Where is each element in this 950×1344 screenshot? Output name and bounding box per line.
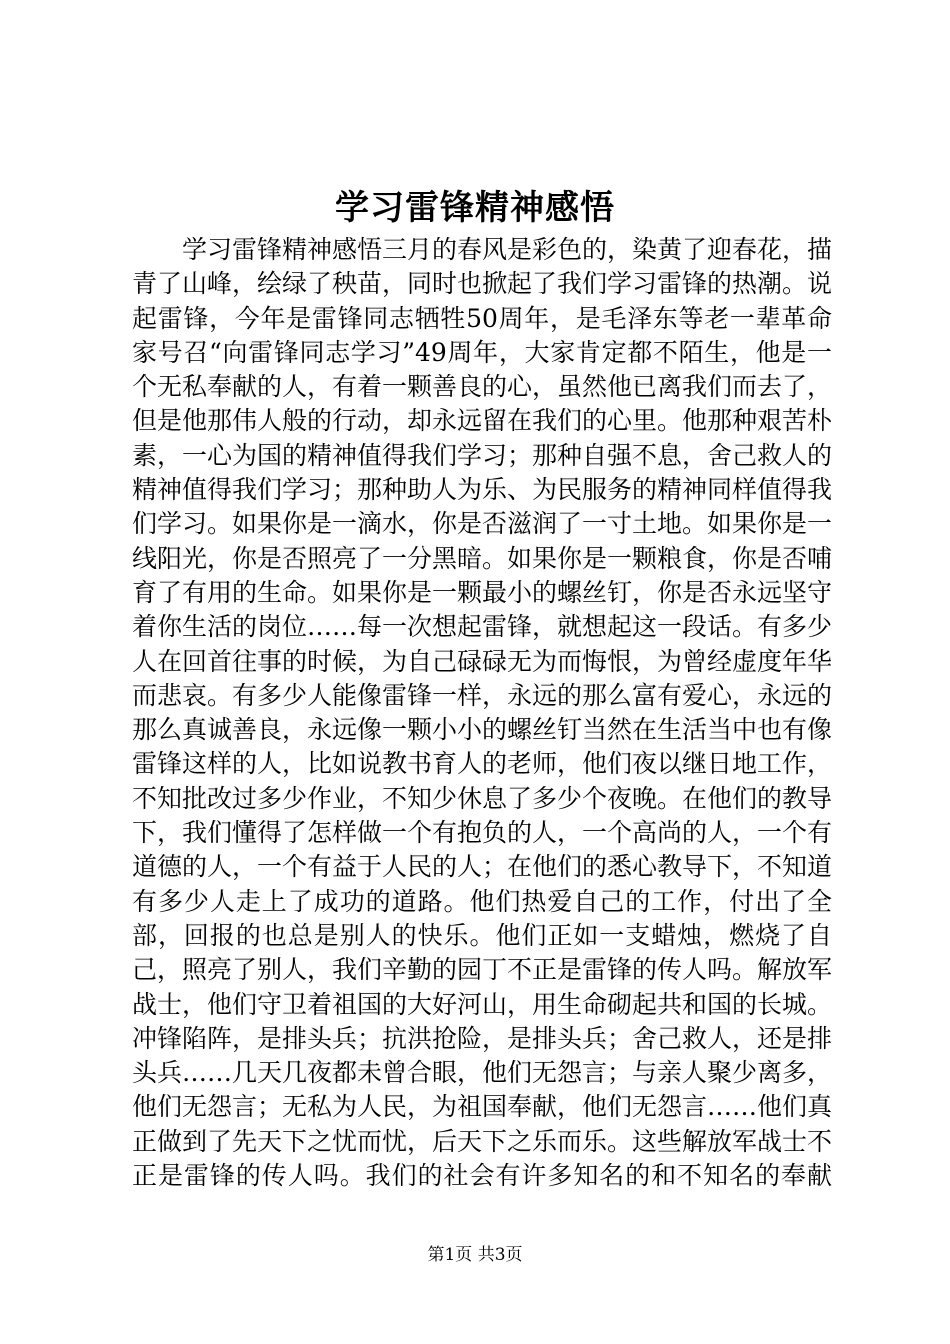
document-body-paragraph: 学习雷锋精神感悟三月的春风是彩色的，染黄了迎春花，描青了山峰，绘绿了秧苗，同时也掀起了我们学习雷锋的热潮。说起雷锋，今年是雷锋同志牺牲50周年，是毛泽东等老一辈革命家号召“向雷锋同志学习”49周年，大家肯定都不陌生，他是一个无私奉献的人，有着一颗善良的心，虽然他已离我们而去了，但是他那伟人般的行动，却永远留在我们的心里。他那种艰苦朴素，一心为国的精神值得我们学习；那种自强不息，舍己救人的精神值得我们学习；那种助人为乐、为民服务的精神同样值得我们学习。如果你是一滴水，你是否滋润了一寸土地。如果你是一线阳光，你是否照亮了一分黑暗。如果你是一颗粮食，你是否哺育了有用的生命。如果你是一颗最小的螺丝钉，你是否永远坚守着你生活的岗位……每一次想起雷锋，就想起这一段话。有多少人在回首往事的时候，为自己碌碌无为而悔恨，为曾经虚度年华而悲哀。有多少人能像雷锋一样，永远的那么富有爱心，永远的那么真诚善良，永远像一颗小小的螺丝钉当然在生活当中也有像雷锋这样的人，比如说教书育人的老师，他们夜以继日地工作，不知批改过多少作业，不知少休息了多少个夜晚。在他们的教导下，我们懂得了怎样做一个有抱负的人，一个高尚的人，一个有道德的人，一个有益于人民的人；在他们的悉心教导下，不知道有多少人走上了成功的道路。他们热爱自己的工作，付出了全部，回报的也总是别人的快乐。他们正如一支蜡烛，燃烧了自己，照亮了别人，我们辛勤的园丁不正是雷锋的传人吗。解放军战士，他们守卫着祖国的大好河山，用生命砌起共和国的长城。冲锋陷阵，是排头兵；抗洪抢险，是排头兵；舍己救人，还是排头兵……几天几夜都未曾合眼，他们无怨言；与亲人聚少离多，他们无怨言；无私为人民，为祖国奉献，他们无怨言……他们真正做到了先天下之忧而忧，后天下之乐而乐。这些解放军战士不正是雷锋的传人吗。我们的社会有许多知名的和不知名的奉献 xyxy=(132,235,832,1191)
document-title: 学习雷锋精神感悟 xyxy=(335,188,615,228)
page-footer-number: 第1页 共3页 xyxy=(427,1245,523,1265)
